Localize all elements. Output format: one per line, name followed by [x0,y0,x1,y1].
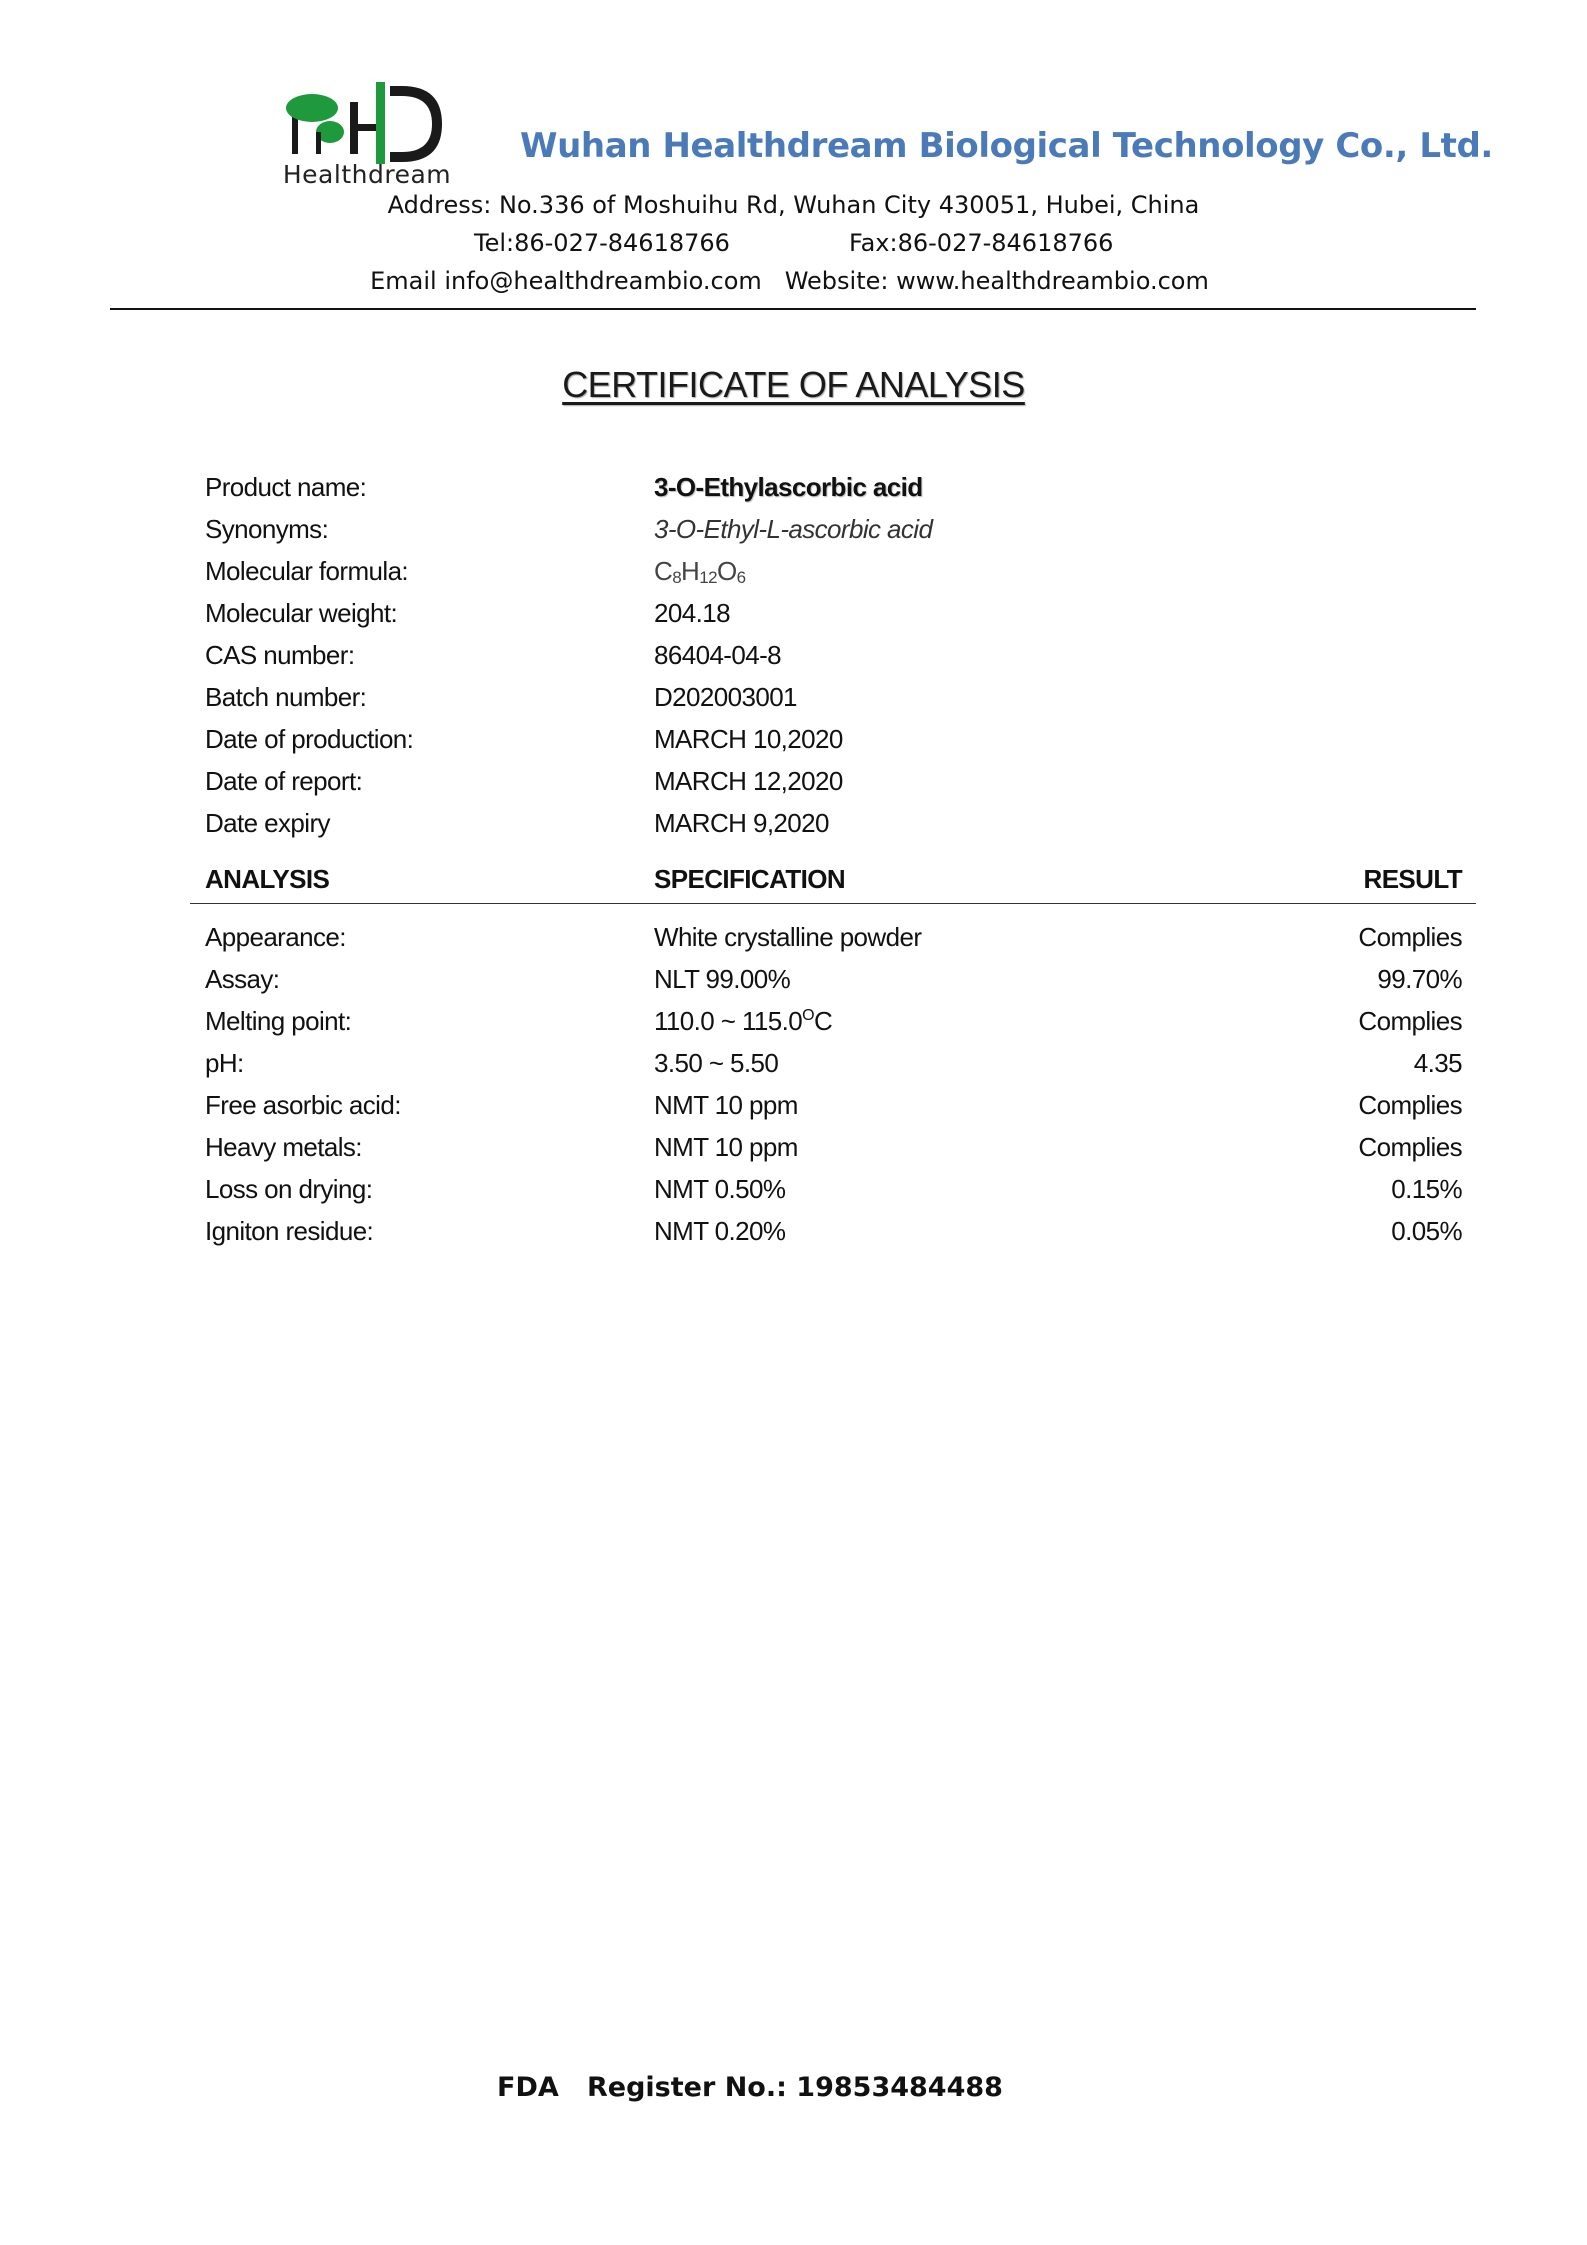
info-label: Synonyms: [205,514,329,544]
company-tel: Tel:86-027-84618766 [474,229,730,257]
result-cell: 99.70% [1377,964,1462,994]
analysis-cell: Igniton residue: [205,1216,374,1246]
company-name: Wuhan Healthdream Biological Technology Co., Ltd. [520,126,1493,166]
info-row-cas [0,640,1587,682]
info-label: Date of production: [205,724,414,754]
register-label: Register No.: [587,2072,787,2103]
info-row-report [0,766,1587,808]
info-row-weight [0,598,1587,640]
specification-cell: NMT 0.50% [654,1174,786,1204]
formula-value: $C_8H_{12}O_6$ [654,556,746,587]
table-row [0,1048,1587,1090]
company-website[interactable]: Website: www.healthdreambio.com [784,267,1209,295]
table-header [0,864,1587,906]
info-row-production [0,724,1587,766]
company-logo [272,80,462,190]
header-divider [110,308,1476,310]
logo-wordmark: Healthdream [282,160,452,189]
info-label: Product name: [205,472,367,502]
analysis-cell: Appearance: [205,922,346,952]
table-row [0,964,1587,1006]
specification-cell: NMT 10 ppm [654,1090,798,1120]
document-title: CERTIFICATE OF ANALYSIS [562,364,1025,405]
info-row-formula [0,556,1587,598]
table-row [0,1090,1587,1132]
analysis-cell: Loss on drying: [205,1174,373,1204]
contact-web-line [0,267,1583,295]
result-cell: Complies [1358,1090,1462,1120]
company-email[interactable]: Email info@healthdreambio.com [370,267,762,295]
table-row [0,1006,1587,1048]
table-row [0,1216,1587,1258]
result-cell: Complies [1358,1132,1462,1162]
synonyms-value: 3-O-Ethyl-L-ascorbic acid [654,514,933,544]
result-cell: 0.15% [1391,1174,1462,1204]
specification-cell: 110.0 ~ $115.0^OC$ [654,1006,833,1036]
expiry-date-value: MARCH 9,2020 [654,808,829,838]
info-row-synonyms [0,514,1587,556]
table-divider [190,903,1476,904]
analysis-cell: Free asorbic acid: [205,1090,401,1120]
specification-cell: NMT 10 ppm [654,1132,798,1162]
header-result: RESULT [1363,864,1462,894]
info-row-product-name [0,472,1587,514]
result-cell: Complies [1358,922,1462,952]
result-cell: 4.35 [1413,1048,1462,1078]
batch-value: D202003001 [654,682,797,712]
specification-cell: White crystalline powder [654,922,922,952]
company-fax: Fax:86-027-84618766 [849,229,1114,257]
specification-cell: 3.50 ~ 5.50 [654,1048,779,1078]
company-address: Address: No.336 of Moshuihu Rd, Wuhan City 430051, Hubei, China [387,191,1200,219]
info-row-batch [0,682,1587,724]
weight-value: 204.18 [654,598,730,628]
analysis-cell: Heavy metals: [205,1132,362,1162]
report-date-value: MARCH 12,2020 [654,766,843,796]
result-cell: Complies [1358,1006,1462,1036]
fda-register-footer [0,2072,1500,2103]
info-label: Molecular formula: [205,556,409,586]
table-row [0,922,1587,964]
production-date-value: MARCH 10,2020 [654,724,843,754]
header-specification: SPECIFICATION [654,864,846,894]
analysis-cell: pH: [205,1048,244,1078]
register-number: 19853484488 [796,2072,1003,2103]
info-label: CAS number: [205,640,355,670]
info-label: Date of report: [205,766,363,796]
logo-mark-icon [272,80,462,165]
table-row [0,1174,1587,1216]
analysis-cell: Assay: [205,964,280,994]
fda-label: FDA [497,2072,559,2103]
specification-cell: NLT 99.00% [654,964,791,994]
info-row-expiry [0,808,1587,850]
specification-cell: NMT 0.20% [654,1216,786,1246]
header-analysis: ANALYSIS [205,864,330,894]
product-name-value: 3-O-Ethylascorbic acid [654,472,923,502]
table-row [0,1132,1587,1174]
info-label: Batch number: [205,682,367,712]
result-cell: 0.05% [1391,1216,1462,1246]
info-label: Date expiry [205,808,330,838]
analysis-cell: Melting point: [205,1006,352,1036]
cas-value: 86404-04-8 [654,640,781,670]
info-label: Molecular weight: [205,598,398,628]
